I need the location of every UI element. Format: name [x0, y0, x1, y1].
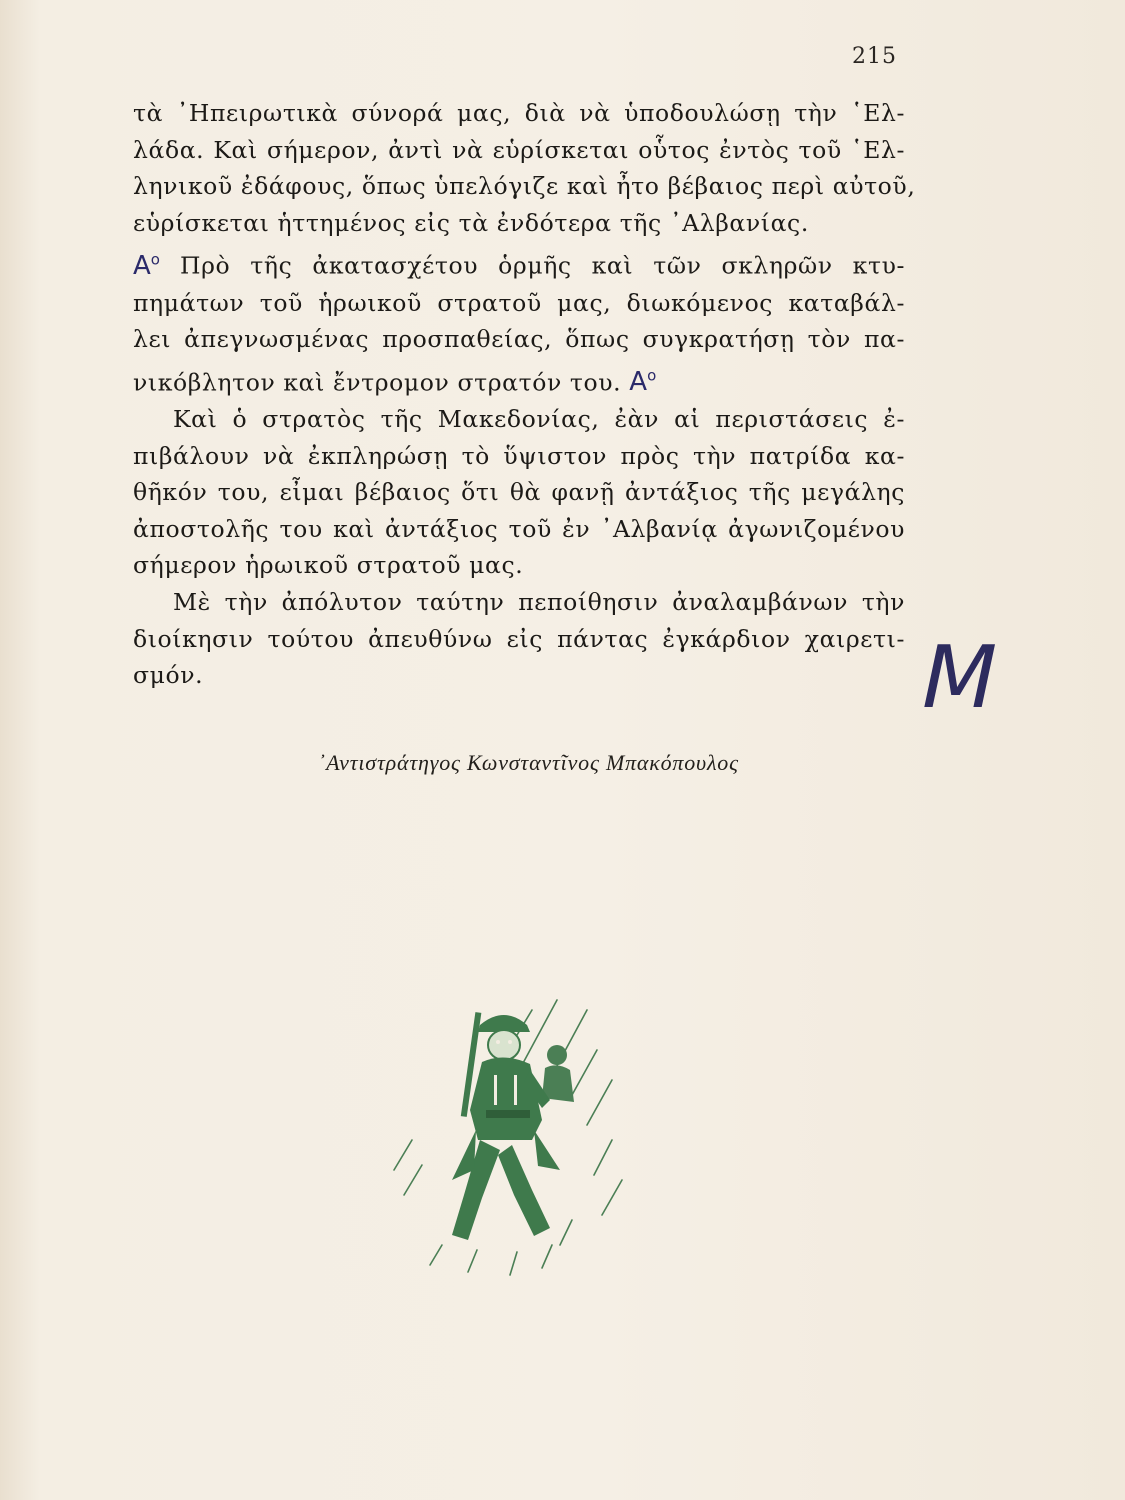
- text-line-with-mark: νικόβλητον καὶ ἔντρομον στρατόν του. $A^o$: [133, 366, 657, 398]
- text-line: σμόν.: [133, 661, 204, 690]
- soldier-illustration: [382, 990, 642, 1280]
- text-line: Καὶ ὁ στρατὸς τῆς Μακεδονίας, ἐὰν αἱ περιστάσεις ἐ-: [173, 405, 905, 434]
- text-line: πιβάλουν νὰ ἐκπληρώσῃ τὸ ὕψιστον πρὸς τὴν πατρίδα κα-: [133, 441, 905, 470]
- body-text: [133, 95, 916, 694]
- page-number: 215: [852, 44, 897, 69]
- text-line: ληνικοῦ ἐδάφους, ὅπως ὑπελόγιζε καὶ ἦτο βέβαιος περὶ αὐτοῦ,: [133, 172, 916, 201]
- text-line: θῆκόν του, εἶμαι βέβαιος ὅτι θὰ φανῇ ἀντάξιος τῆς μεγάλης: [133, 478, 905, 507]
- text-line: ἀποστολῆς του καὶ ἀντάξιος τοῦ ἐν ᾿Αλβανίᾳ ἀγωνιζομένου: [133, 514, 905, 543]
- handwritten-end-mark: $A^o$: [629, 366, 657, 398]
- text-line: εὑρίσκεται ἡττημένος εἰς τὰ ἐνδότερα τῆς ᾿Αλβανίας.: [133, 208, 809, 237]
- text-line: λάδα. Καὶ σήμερον, ἀντὶ νὰ εὑρίσκεται οὗτος ἐντὸς τοῦ ῾Ελ-: [133, 135, 905, 164]
- signature: ᾿Αντιστράτηγος Κωνσταντῖνος Μπακόπουλος: [318, 750, 739, 775]
- text-line: λει ἀπεγνωσμένας προσπαθείας, ὅπως συγκρατήσῃ τὸν πα-: [133, 325, 905, 354]
- text-line: τὰ ᾿Ηπειρωτικὰ σύνορά μας, διὰ νὰ ὑποδουλώσῃ τὴν ῾Ελ-: [133, 99, 905, 127]
- text-line-with-mark: $A^o$ Πρὸ τῆς ἀκατασχέτου ὁρμῆς καὶ τῶν σκληρῶν κτυ-: [133, 250, 905, 282]
- handwritten-margin-mark: M: [911, 628, 1007, 728]
- text-line: διοίκησιν τούτου ἀπευθύνω εἰς πάντας ἐγκάρδιον χαιρετι-: [133, 624, 905, 653]
- handwritten-para-mark: $A^o$: [133, 250, 160, 282]
- text-line: Μὲ τὴν ἀπόλυτον ταύτην πεποίθησιν ἀναλαμβάνων τὴν: [173, 588, 905, 617]
- text-line: σήμερον ἡρωικοῦ στρατοῦ μας.: [133, 551, 524, 580]
- text-line: πημάτων τοῦ ἡρωικοῦ στρατοῦ μας, διωκόμενος καταβάλ-: [133, 288, 905, 317]
